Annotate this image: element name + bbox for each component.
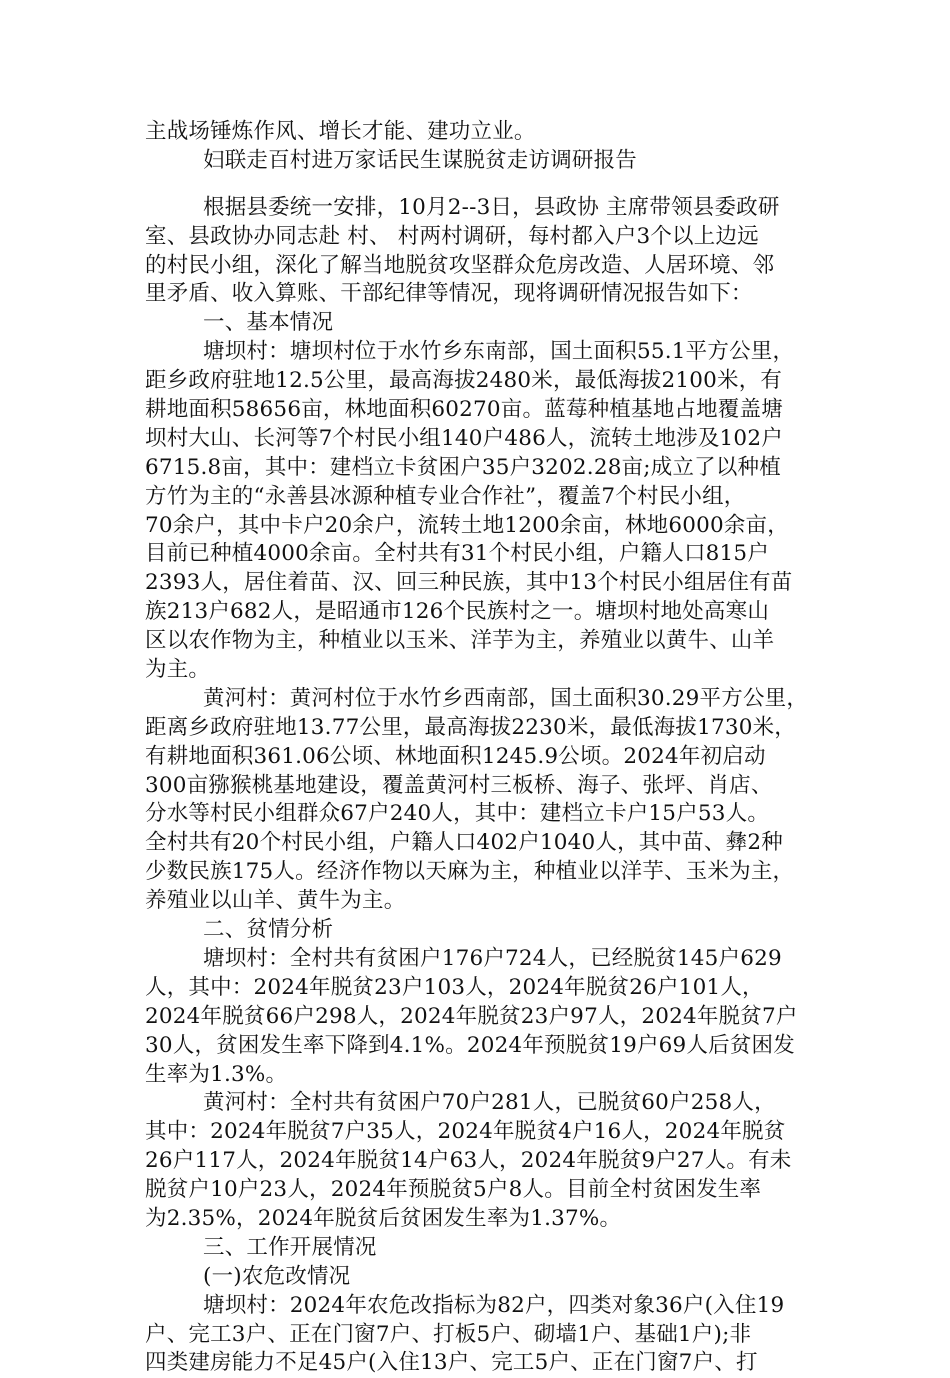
text-line: 距乡政府驻地12.5公里，最高海拔2480米，最低海拔2100米，有 (145, 368, 783, 394)
paragraph-gap (145, 176, 815, 194)
text-line: 室、县政协办同志赴 村、 村两村调研，每村都入户3个以上边远 (145, 223, 759, 249)
text-line: 26户117人，2024年脱贫14户63人，2024年脱贫9户27人。有未 (145, 1148, 792, 1174)
text-line: (一)农危改情况 (203, 1263, 351, 1289)
text-line: 分水等村民小组群众67户240人，其中：建档立卡户15户53人。 (145, 801, 770, 827)
text-line: 生率为1.3%。 (145, 1061, 288, 1087)
text-line: 70余户，其中卡户20余户，流转土地1200余亩，林地6000余亩， (145, 512, 789, 538)
report-title: 妇联走百村进万家话民生谋脱贫走访调研报告 (203, 147, 638, 173)
text-line: 族213户682人，是昭通市126个民族村之一。塘坝村地处高寒山 (145, 599, 770, 625)
text-line: 二、贫情分析 (203, 917, 334, 943)
text-line: 四类建房能力不足45户(入住13户、完工5户、正在门窗7户、打 (145, 1350, 758, 1376)
text-line: 养殖业以山羊、黄牛为主。 (145, 888, 406, 914)
text-line: 坝村大山、长河等7个村民小组140户486人，流转土地涉及102户 (145, 425, 783, 451)
text-line: 人，其中：2024年脱贫23户103人，2024年脱贫26户101人， (145, 974, 764, 1000)
text-line: 塘坝村：塘坝村位于水竹乡东南部，国土面积55.1平方公里， (203, 339, 795, 365)
text-line: 塘坝村：2024年农危改指标为82户，四类对象36户(入住19 (203, 1292, 785, 1318)
text-line: 黄河村：全村共有贫困户70户281人，已脱贫60户258人， (203, 1090, 776, 1116)
text-line: 有耕地面积361.06公顷、林地面积1245.9公顷。2024年初启动 (145, 743, 766, 769)
opening-line: 主战场锤炼作风、增长才能、建功立业。 (145, 119, 536, 144)
text-line: 为2.35%，2024年脱贫后贫困发生率为1.37%。 (145, 1205, 622, 1231)
text-line: 里矛盾、收入算账、干部纪律等情况，现将调研情况报告如下： (145, 281, 753, 307)
text-line: 黄河村：黄河村位于水竹乡西南部，国土面积30.29平方公里， (203, 685, 809, 711)
text-line: 300亩猕猴桃基地建设，覆盖黄河村三板桥、海子、张坪、肖店、 (145, 772, 773, 798)
text-line: 目前已种植4000余亩。全村共有31个村民小组，户籍人口815户 (145, 541, 770, 567)
report-body (145, 194, 815, 1378)
text-line: 户、完工3户、正在门窗7户、打板5户、砌墙1户、基础1户);非 (145, 1321, 752, 1347)
text-line: 方竹为主的“永善县冰源种植专业合作社”，覆盖7个村民小组， (145, 483, 746, 509)
text-line: 三、工作开展情况 (203, 1234, 377, 1260)
text-line: 2393人，居住着苗、汉、回三种民族，其中13个村民小组居住有苗 (145, 570, 793, 596)
document-page (145, 118, 815, 1378)
text-line: 少数民族175人。经济作物以天麻为主，种植业以洋芋、玉米为主， (145, 859, 795, 885)
text-line: 2024年脱贫66户298人，2024年脱贫23户97人，2024年脱贫7户 (145, 1003, 798, 1029)
text-line: 全村共有20个村民小组，户籍人口402户1040人，其中苗、彝2种 (145, 830, 783, 856)
text-line: 耕地面积58656亩，林地面积60270亩。蓝莓种植基地占地覆盖塘 (145, 397, 783, 423)
text-line: 塘坝村：全村共有贫困户176户724人，已经脱贫145户629 (203, 945, 782, 971)
text-line: 30人，贫困发生率下降到4.1%。2024年预脱贫19户69人后贫困发 (145, 1032, 795, 1058)
text-line: 其中：2024年脱贫7户35人，2024年脱贫4户16人，2024年脱贫 (145, 1119, 786, 1145)
text-line: 的村民小组，深化了解当地脱贫攻坚群众危房改造、人居环境、邻 (145, 252, 775, 278)
text-line: 距离乡政府驻地13.77公里，最高海拔2230米，最低海拔1730米， (145, 714, 796, 740)
text-line: 6715.8亩，其中：建档立卡贫困户35户3202.28亩;成立了以种植 (145, 454, 781, 480)
text-line: 为主。 (145, 657, 211, 683)
text-line: 脱贫户10户23人，2024年预脱贫5户8人。目前全村贫困发生率 (145, 1177, 762, 1203)
text-line: 一、基本情况 (203, 310, 334, 336)
text-line: 区以农作物为主，种植业以玉米、洋芋为主，养殖业以黄牛、山羊 (145, 628, 775, 654)
text-line: 根据县委统一安排，10月2--3日，县政协 主席带领县委政研 (203, 194, 780, 220)
